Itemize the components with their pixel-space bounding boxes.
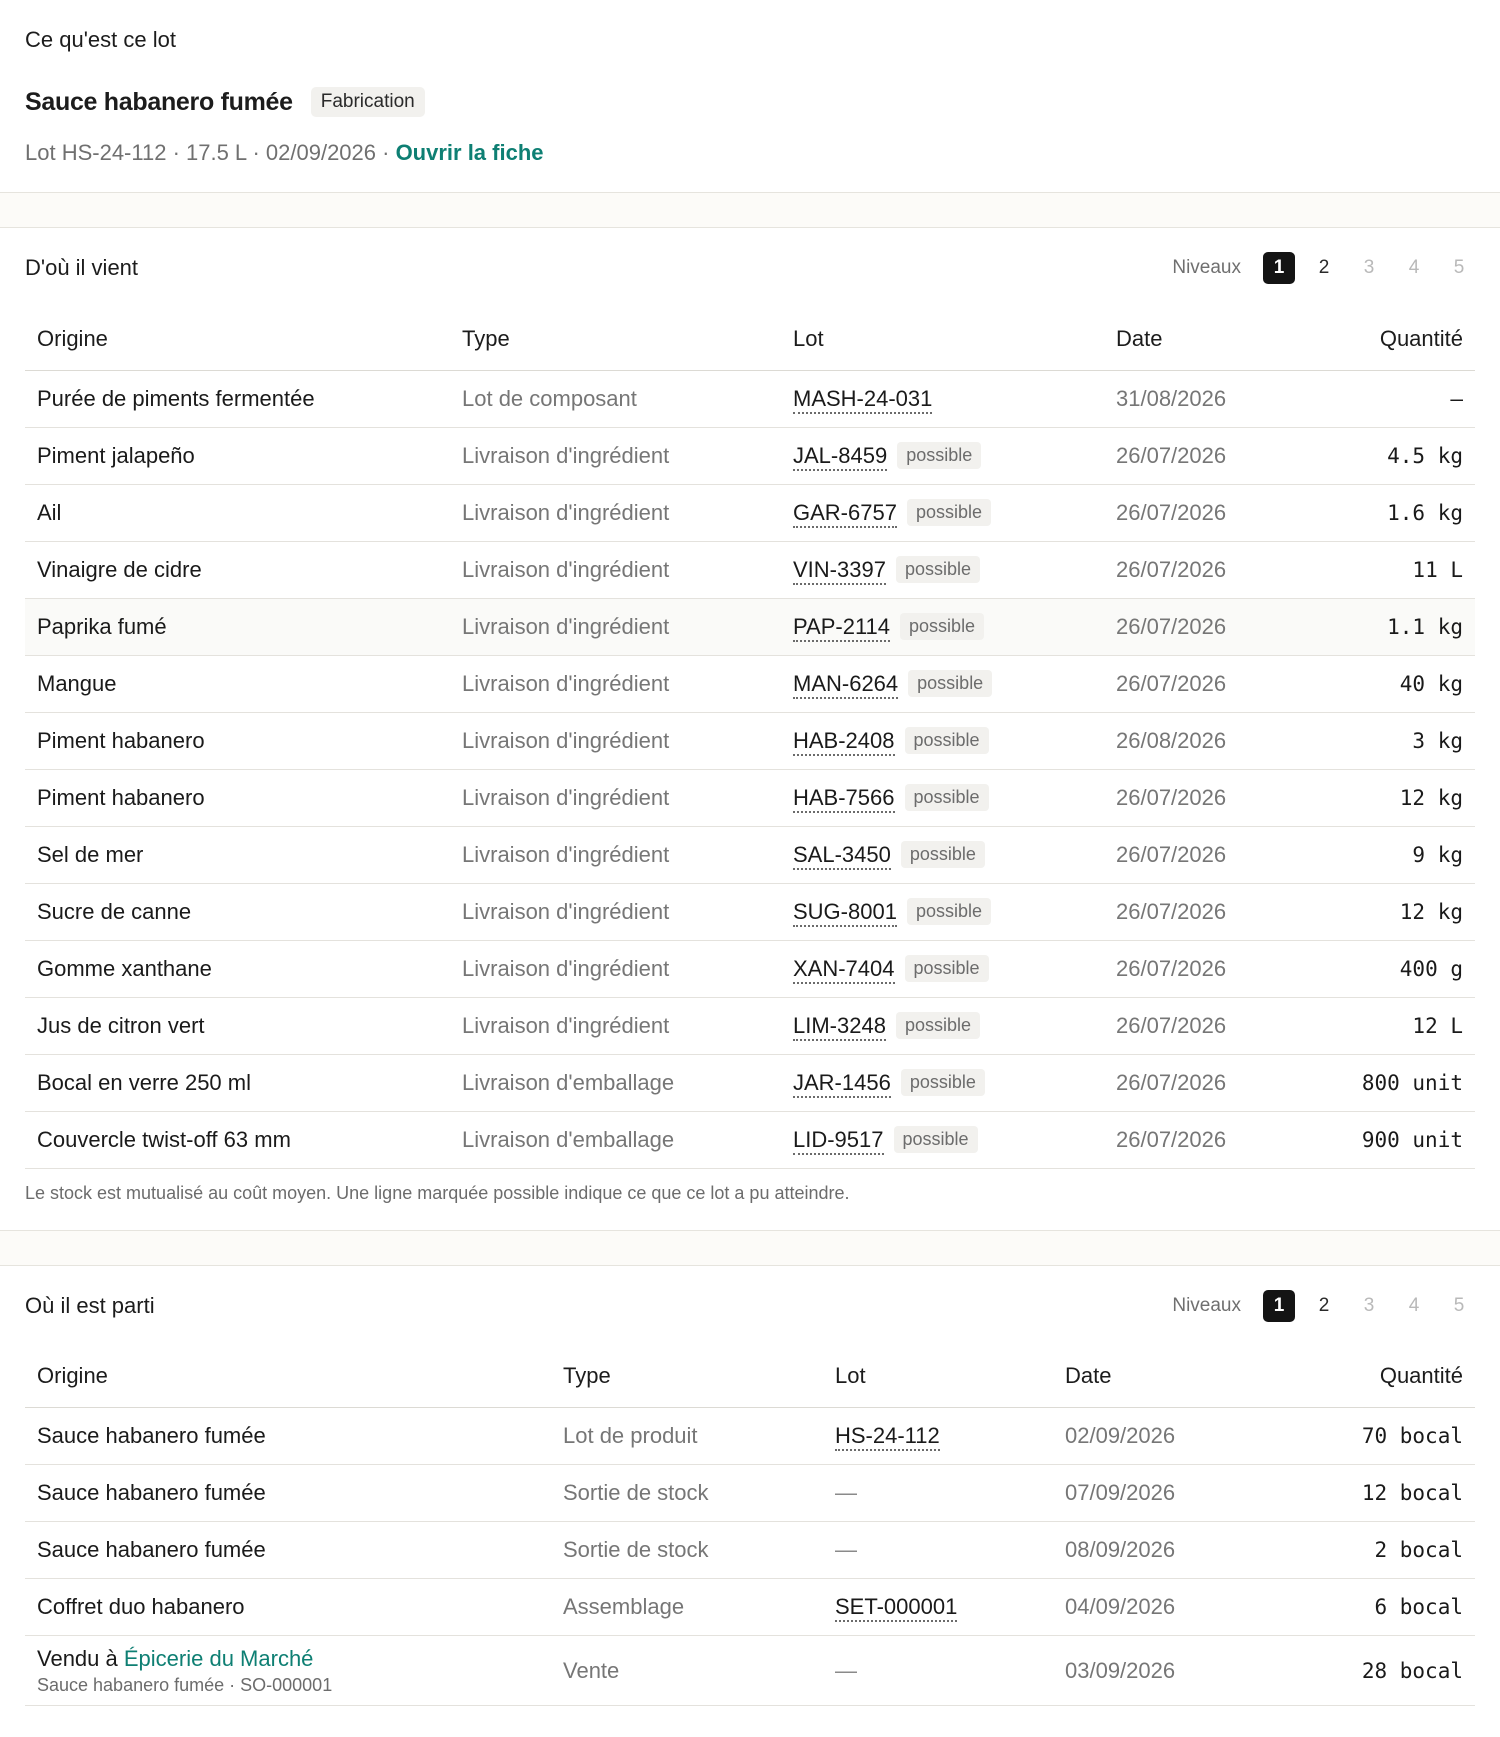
destination-title: Où il est parti [25, 1292, 155, 1318]
origin-quantity: 400 g [1316, 940, 1475, 997]
origin-date: 26/07/2026 [1104, 1111, 1316, 1168]
origin-type: Livraison d'emballage [450, 1111, 781, 1168]
origin-quantity: 40 kg [1316, 655, 1475, 712]
origin-date: 26/07/2026 [1104, 484, 1316, 541]
origin-quantity: 1.6 kg [1316, 484, 1475, 541]
origin-date: 31/08/2026 [1104, 370, 1316, 427]
origin-name: Ail [25, 484, 450, 541]
table-row[interactable] [25, 598, 1475, 655]
table-row[interactable] [25, 655, 1475, 712]
possible-badge: possible [905, 784, 989, 811]
origin-type: Livraison d'ingrédient [450, 997, 781, 1054]
origin-type: Livraison d'ingrédient [450, 427, 781, 484]
origin-quantity: 9 kg [1316, 826, 1475, 883]
origin-levels [1172, 252, 1475, 284]
origin-lot [781, 997, 1104, 1054]
table-row[interactable] [25, 427, 1475, 484]
column-header: Type [450, 308, 781, 370]
table-row[interactable] [25, 1579, 1475, 1636]
destination-type: Sortie de stock [551, 1465, 823, 1522]
origin-header [25, 228, 1475, 308]
possible-badge: possible [900, 613, 984, 640]
origin-lot [781, 712, 1104, 769]
sale-quantity: 28 bocal [1295, 1636, 1475, 1706]
destination-date: 02/09/2026 [1053, 1408, 1295, 1465]
origin-section [0, 228, 1500, 1230]
destination-quantity: 2 bocal [1295, 1522, 1475, 1579]
destination-lot [823, 1522, 1053, 1579]
levels-label: Niveaux [1172, 1294, 1241, 1316]
origin-quantity: 4.5 kg [1316, 427, 1475, 484]
destination-date: 08/09/2026 [1053, 1522, 1295, 1579]
column-header: Quantité [1295, 1346, 1475, 1408]
possible-badge: possible [905, 955, 989, 982]
open-record-link[interactable]: Ouvrir la fiche [395, 140, 544, 165]
lot-value: — [835, 1480, 857, 1505]
table-header-row [25, 308, 1475, 370]
origin-quantity: 12 kg [1316, 769, 1475, 826]
origin-name: Purée de piments fermentée [25, 370, 450, 427]
column-header: Date [1053, 1346, 1295, 1408]
destination-date: 04/09/2026 [1053, 1579, 1295, 1636]
column-header: Date [1104, 308, 1316, 370]
origin-table [25, 308, 1475, 1169]
lot-link[interactable]: GAR-6757 [793, 500, 897, 528]
origin-lot [781, 598, 1104, 655]
origin-lot [781, 1054, 1104, 1111]
lot-link[interactable]: JAL-8459 [793, 443, 887, 471]
origin-name: Jus de citron vert [25, 997, 450, 1054]
lot-summary [0, 0, 1500, 192]
summary-title-row [25, 84, 1475, 120]
destination-quantity: 12 bocal [1295, 1465, 1475, 1522]
destination-lot [823, 1408, 1053, 1465]
table-row[interactable] [25, 826, 1475, 883]
origin-name: Mangue [25, 655, 450, 712]
origin-date: 26/07/2026 [1104, 769, 1316, 826]
sale-subtitle: Sauce habanero fumée · SO-000001 [37, 1674, 333, 1695]
sale-lot [823, 1636, 1053, 1706]
destination-name: Coffret duo habanero [25, 1579, 551, 1636]
type-badge: Fabrication [311, 87, 425, 117]
lot-link[interactable]: HS-24-112 [835, 1423, 940, 1451]
levels-label: Niveaux [1172, 257, 1241, 278]
level-1-button[interactable]: 1 [1263, 1290, 1295, 1322]
origin-quantity: 3 kg [1316, 712, 1475, 769]
section-divider [0, 1230, 1500, 1266]
summary-eyebrow: Ce qu'est ce lot [25, 27, 176, 52]
origin-date: 26/07/2026 [1104, 427, 1316, 484]
origin-lot [781, 427, 1104, 484]
pooled-stock-note: Le stock est mutualisé au coût moyen. Une ligne marquée possible indique ce que ce lot a pu atteindre. [25, 1182, 850, 1203]
lot-link[interactable]: SET-000001 [835, 1594, 957, 1622]
column-header: Lot [823, 1346, 1053, 1408]
lot-link[interactable]: VIN-3397 [793, 557, 886, 585]
origin-name: Sucre de canne [25, 883, 450, 940]
sale-origin-cell [25, 1636, 551, 1706]
level-5-button: 5 [1453, 1294, 1465, 1316]
origin-name: Bocal en verre 250 ml [25, 1054, 450, 1111]
origin-name: Sel de mer [25, 826, 450, 883]
level-2-button[interactable]: 2 [1318, 1294, 1330, 1316]
origin-name: Vinaigre de cidre [25, 541, 450, 598]
table-header-row [25, 1346, 1475, 1408]
origin-date: 26/07/2026 [1104, 1054, 1316, 1111]
destination-table [25, 1346, 1475, 1707]
origin-date: 26/07/2026 [1104, 541, 1316, 598]
origin-name: Piment habanero [25, 769, 450, 826]
column-header: Origine [25, 1346, 551, 1408]
origin-type: Livraison d'ingrédient [450, 541, 781, 598]
possible-badge: possible [894, 1126, 978, 1153]
origin-quantity: — [1316, 370, 1475, 427]
origin-quantity: 1.1 kg [1316, 598, 1475, 655]
column-header: Quantité [1316, 308, 1475, 370]
origin-name: Piment jalapeño [25, 427, 450, 484]
destination-lot [823, 1579, 1053, 1636]
origin-lot [781, 769, 1104, 826]
page-title: Sauce habanero fumée [25, 87, 293, 116]
origin-lot [781, 940, 1104, 997]
lot-meta [25, 138, 1475, 168]
origin-type: Livraison d'ingrédient [450, 712, 781, 769]
destination-type: Sortie de stock [551, 1522, 823, 1579]
table-row[interactable] [25, 997, 1475, 1054]
destination-lot [823, 1465, 1053, 1522]
origin-name: Paprika fumé [25, 598, 450, 655]
origin-type: Livraison d'ingrédient [450, 940, 781, 997]
origin-type: Livraison d'ingrédient [450, 883, 781, 940]
origin-name: Couvercle twist-off 63 mm [25, 1111, 450, 1168]
column-header: Lot [781, 308, 1104, 370]
table-row[interactable] [25, 940, 1475, 997]
destination-quantity: 70 bocal [1295, 1408, 1475, 1465]
destination-type: Lot de produit [551, 1408, 823, 1465]
destination-name: Sauce habanero fumée [25, 1465, 551, 1522]
origin-type: Livraison d'ingrédient [450, 826, 781, 883]
lot-link[interactable]: HAB-7566 [793, 785, 895, 813]
sale-lot-value: — [835, 1657, 857, 1683]
origin-type: Livraison d'ingrédient [450, 655, 781, 712]
origin-lot [781, 655, 1104, 712]
origin-name: Piment habanero [25, 712, 450, 769]
table-row[interactable] [25, 1054, 1475, 1111]
destination-type: Assemblage [551, 1579, 823, 1636]
sale-row[interactable] [25, 1636, 1475, 1706]
level-2-button[interactable]: 2 [1318, 257, 1330, 278]
table-row[interactable] [25, 541, 1475, 598]
origin-lot [781, 883, 1104, 940]
possible-badge: possible [901, 1069, 985, 1096]
lot-link[interactable]: PAP-2114 [793, 614, 890, 642]
origin-type: Livraison d'emballage [450, 1054, 781, 1111]
level-3-button: 3 [1363, 257, 1375, 278]
possible-badge: possible [896, 1012, 980, 1039]
lot-link[interactable]: LIM-3248 [793, 1013, 886, 1041]
sale-type: Vente [551, 1636, 823, 1706]
destination-section [0, 1266, 1500, 1707]
column-header: Origine [25, 308, 450, 370]
table-row[interactable] [25, 712, 1475, 769]
column-header: Type [551, 1346, 823, 1408]
possible-badge: possible [908, 670, 992, 697]
lot-meta-text: Lot HS-24-112 · 17.5 L · 02/09/2026 · [25, 140, 396, 165]
level-1-button[interactable]: 1 [1263, 252, 1295, 284]
origin-type: Livraison d'ingrédient [450, 769, 781, 826]
table-row[interactable] [25, 484, 1475, 541]
origin-type: Livraison d'ingrédient [450, 484, 781, 541]
lot-link[interactable]: SAL-3450 [793, 842, 891, 870]
origin-lot [781, 484, 1104, 541]
table-row[interactable] [25, 370, 1475, 427]
destination-quantity: 6 bocal [1295, 1579, 1475, 1636]
origin-date: 26/07/2026 [1104, 997, 1316, 1054]
lot-link[interactable]: JAR-1456 [793, 1070, 891, 1098]
lot-link[interactable]: MAN-6264 [793, 671, 898, 699]
origin-quantity: 800 unit [1316, 1054, 1475, 1111]
section-divider [0, 192, 1500, 228]
destination-name: Sauce habanero fumée [25, 1408, 551, 1465]
level-3-button: 3 [1363, 1294, 1375, 1316]
lot-link[interactable]: MASH-24-031 [793, 386, 932, 414]
destination-header [25, 1266, 1475, 1346]
possible-badge: possible [897, 442, 981, 469]
level-5-button: 5 [1453, 257, 1465, 278]
level-4-button: 4 [1408, 1294, 1420, 1316]
lot-link[interactable]: HAB-2408 [793, 728, 895, 756]
origin-quantity: 12 L [1316, 997, 1475, 1054]
origin-date: 26/07/2026 [1104, 883, 1316, 940]
origin-date: 26/07/2026 [1104, 940, 1316, 997]
origin-name: Gomme xanthane [25, 940, 450, 997]
possible-badge: possible [905, 727, 989, 754]
possible-badge: possible [907, 499, 991, 526]
origin-type: Livraison d'ingrédient [450, 598, 781, 655]
table-row[interactable] [25, 1408, 1475, 1465]
origin-lot [781, 1111, 1104, 1168]
origin-lot [781, 826, 1104, 883]
lot-link[interactable]: SUG-8001 [793, 899, 897, 927]
destination-levels [1172, 1290, 1475, 1322]
origin-date: 26/07/2026 [1104, 655, 1316, 712]
sale-date: 03/09/2026 [1053, 1636, 1295, 1706]
possible-badge: possible [896, 556, 980, 583]
table-row[interactable] [25, 1522, 1475, 1579]
table-row[interactable] [25, 769, 1475, 826]
destination-date: 07/09/2026 [1053, 1465, 1295, 1522]
origin-quantity: 11 L [1316, 541, 1475, 598]
origin-lot [781, 541, 1104, 598]
origin-date: 26/07/2026 [1104, 598, 1316, 655]
origin-quantity: 12 kg [1316, 883, 1475, 940]
origin-title: D'où il vient [25, 255, 139, 280]
destination-name: Sauce habanero fumée [25, 1522, 551, 1579]
possible-badge: possible [901, 841, 985, 868]
customer-link[interactable]: Épicerie du Marché [123, 1645, 314, 1671]
table-row[interactable] [25, 883, 1475, 940]
origin-lot [781, 370, 1104, 427]
level-4-button: 4 [1408, 257, 1420, 278]
sale-prefix: Vendu à [37, 1645, 124, 1671]
possible-badge: possible [907, 898, 991, 925]
origin-date: 26/07/2026 [1104, 826, 1316, 883]
table-row[interactable] [25, 1465, 1475, 1522]
origin-type: Lot de composant [450, 370, 781, 427]
table-row[interactable] [25, 1111, 1475, 1168]
origin-date: 26/08/2026 [1104, 712, 1316, 769]
lot-value: — [835, 1537, 857, 1562]
lot-link[interactable]: XAN-7404 [793, 956, 895, 984]
origin-quantity: 900 unit [1316, 1111, 1475, 1168]
lot-link[interactable]: LID-9517 [793, 1127, 884, 1155]
